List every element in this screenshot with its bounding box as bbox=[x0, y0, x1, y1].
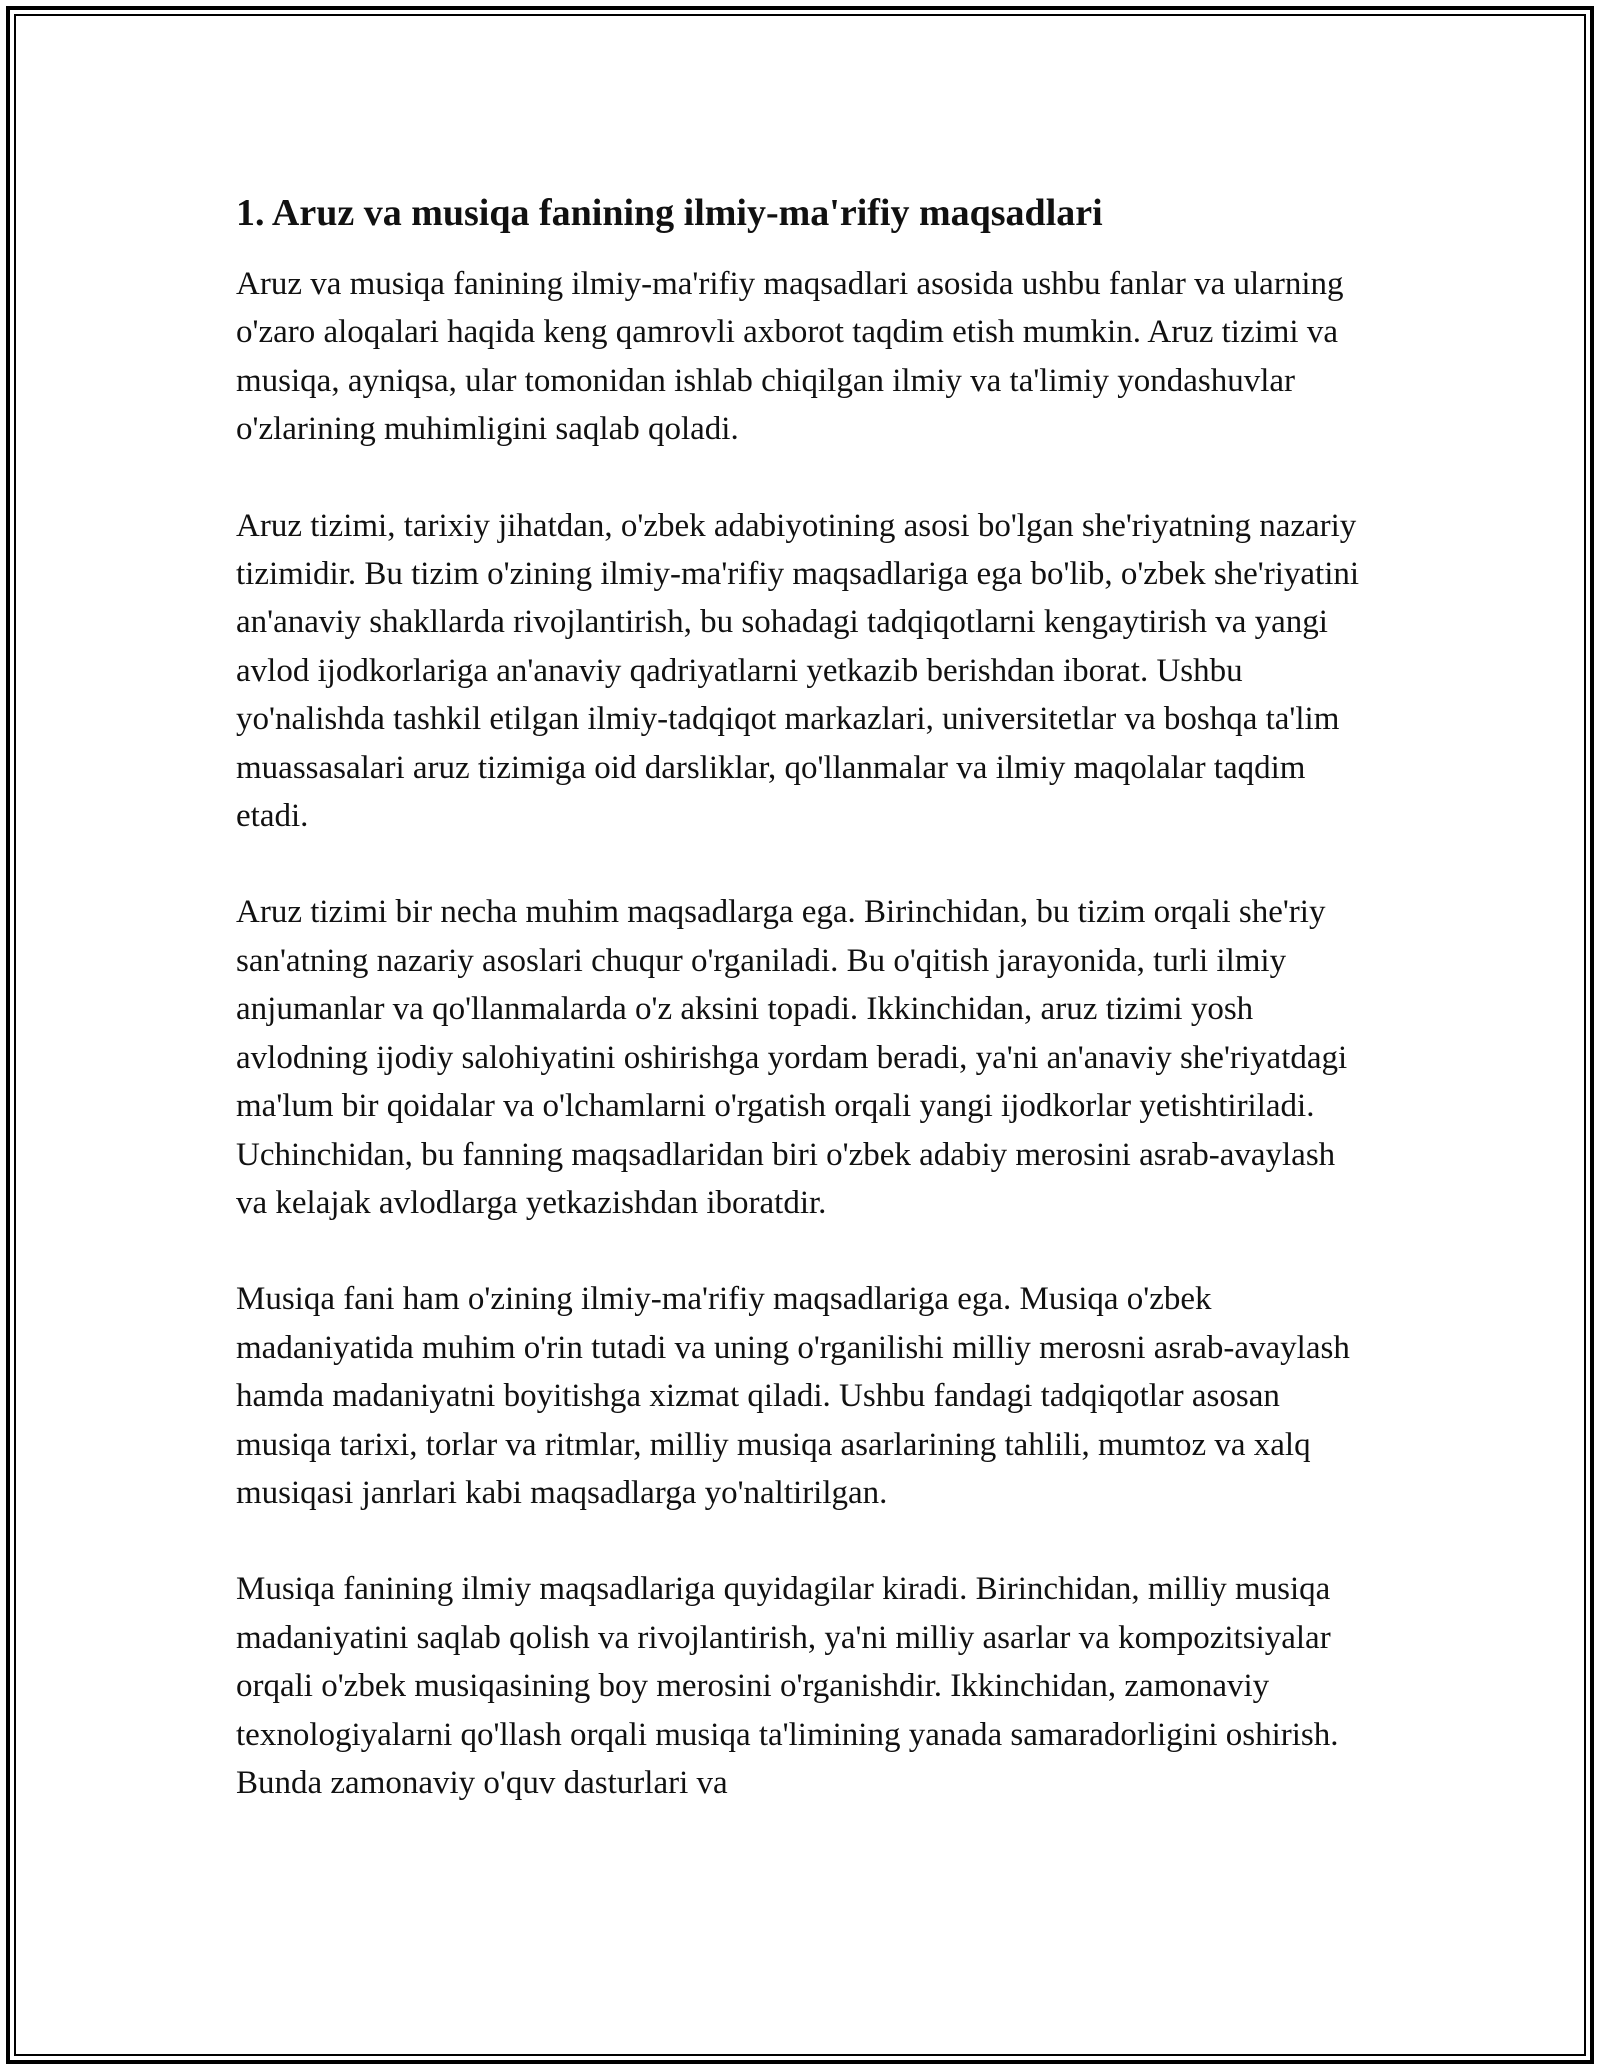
paragraph-1: Aruz va musiqa fanining ilmiy-ma'rifiy maqsadlari asosida ushbu fanlar va ularning o'zaro aloqalari haqida keng qamrovli axborot taqdim etish mumkin. Aruz tizimi va musiqa, ayniqsa, ular tomonidan ishlab chiqilgan ilmiy va ta'limiy yondashuvlar o'zlarining muhimligini saqlab qoladi. bbox=[236, 266, 1344, 448]
paragraph-2: Aruz tizimi, tarixiy jihatdan, o'zbek adabiyotining asosi bo'lgan she'riyatning nazariy tizimidir. Bu tizim o'zining ilmiy-ma'rifiy maqsadlariga ega bo'lib, o'zbek she'riyatini an'anaviy shakllarda rivojlantirish, bu sohadagi tadqiqotlarni kengaytirish va yangi avlod ijodkorlariga an'anaviy qadriyatlarni yetkazib berishdan iborat. Ushbu yo'nalishda tashkil etilgan ilmiy-tadqiqot markazlari, universitetlar va boshqa ta'lim muassasalari aruz tizimiga oid darsliklar, qo'llanmalar va ilmiy maqolalar taqdim etadi. bbox=[236, 507, 1360, 835]
paragraph-4: Musiqa fani ham o'zining ilmiy-ma'rifiy maqsadlariga ega. Musiqa o'zbek madaniyatida muhim o'rin tutadi va uning o'rganilishi milliy merosni asrab-avaylash hamda madaniyatni boyitishga xizmat qiladi. Ushbu fandagi tadqiqotlar asosan musiqa tarixi, torlar va ritmlar, milliy musiqa asarlarining tahlili, mumtoz va xalq musiqasi janrlari kabi maqsadlarga yo'naltirilgan. bbox=[236, 1281, 1350, 1511]
section-heading: 1. Aruz va musiqa fanining ilmiy-ma'rifiy maqsadlari bbox=[236, 192, 1103, 234]
paragraph-3: Aruz tizimi bir necha muhim maqsadlarga ega. Birinchidan, bu tizim orqali she'riy san'atning nazariy asoslari chuqur o'rganiladi. Bu o'qitish jarayonida, turli ilmiy anjumanlar va qo'llanmalarda o'z aksini topadi. Ikkinchidan, aruz tizimi yosh avlodning ijodiy salohiyatini oshirishga yordam beradi, ya'ni an'anaviy she'riyatdagi ma'lum bir qoidalar va o'lchamlarni o'rgatish orqali yangi ijodkorlar yetishtiriladi. Uchinchidan, bu fanning maqsadlaridan biri o'zbek adabiy merosini asrab-avaylash va kelajak avlodlarga yetkazishdan iboratdir. bbox=[236, 894, 1348, 1221]
paragraph-5: Musiqa fanining ilmiy maqsadlariga quyidagilar kiradi. Birinchidan, milliy musiqa madaniyatini saqlab qolish va rivojlantirish, ya'ni milliy asarlar va kompozitsiyalar orqali o'zbek musiqasining boy merosini o'rganishdir. Ikkinchidan, zamonaviy texnologiyalarni qo'llash orqali musiqa ta'limining yanada samaradorligini oshirish. Bunda zamonaviy o'quv dasturlari va bbox=[236, 1571, 1339, 1801]
document-body bbox=[236, 186, 1370, 1855]
